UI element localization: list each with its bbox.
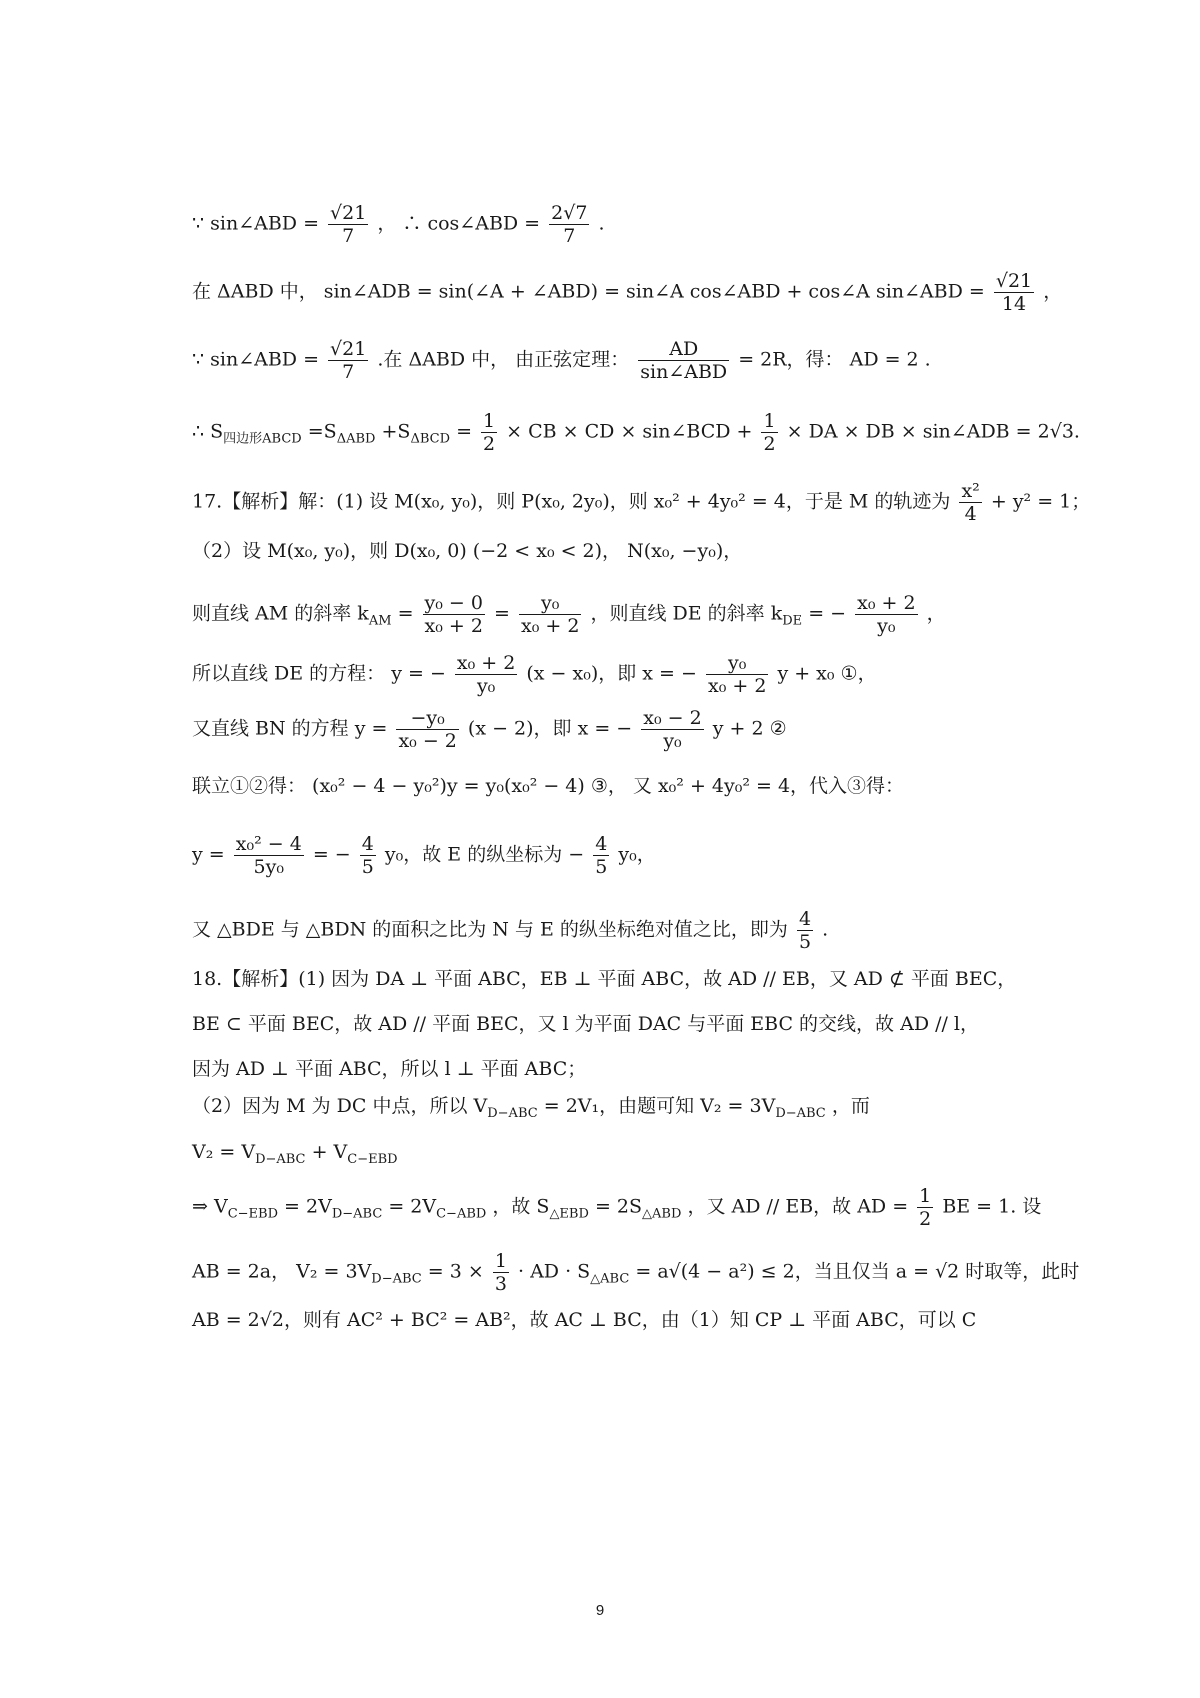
text: AB = 2√2，则有 AC² + BC² = AB²，故 AC ⊥ BC，由（1）知 CP ⊥ 平面 ABC，可以 C [192, 1309, 977, 1331]
text: V₂ = V [192, 1141, 256, 1163]
solution-line-11 [192, 833, 1052, 878]
denominator: x₀ + 2 [707, 675, 767, 697]
text: (x − x₀)，即 x = − [526, 662, 697, 685]
text: × DA × DB × sin∠ADB = 2√3. [786, 420, 1080, 443]
fraction [455, 652, 517, 697]
text: ⇒ V [192, 1195, 228, 1218]
text: = 2V [388, 1195, 437, 1218]
denominator: 2 [483, 433, 496, 455]
solution-line-6 [192, 537, 1052, 565]
numerator: 4 [361, 833, 374, 855]
text: （2）因为 M 为 DC 中点，所以 V [192, 1095, 488, 1117]
subscript: C−EBD [227, 1206, 278, 1222]
subscript: △ABD [642, 1206, 682, 1222]
solution-line-4 [192, 410, 1080, 455]
numerator: y₀ [706, 652, 768, 675]
solution-line-5 [192, 480, 1091, 525]
text: 因为 AD ⊥ 平面 ABC，所以 l ⊥ 平面 ABC； [192, 1058, 587, 1080]
numerator: 1 [494, 1250, 507, 1272]
fraction [855, 592, 917, 637]
numerator: 4 [798, 908, 812, 930]
text: y + 2 ② [712, 717, 787, 740]
text: 又直线 BN 的方程 y = [192, 717, 388, 740]
denominator: 7 [342, 361, 355, 383]
text: = 2V₁，由题可知 V₂ = 3V [543, 1095, 776, 1117]
numerator: 2√7 [551, 202, 588, 224]
text: AB = 2a， V₂ = 3V [192, 1260, 372, 1283]
text: (x − 2)，即 x = − [467, 717, 633, 740]
fraction [481, 410, 497, 455]
denominator: y₀ [877, 615, 896, 637]
numerator: x₀ + 2 [857, 592, 916, 614]
text: = a√(4 − a²) ≤ 2，当且仅当 a = √2 时取等，此时 [635, 1260, 1080, 1283]
subscript: C−ABD [436, 1206, 487, 1222]
fraction [917, 1185, 933, 1230]
denominator: 7 [342, 225, 355, 247]
solution-line-7 [192, 592, 1052, 637]
text: .在 ΔABD 中， 由正弦定理： [377, 348, 630, 371]
text: = [494, 602, 510, 625]
numerator: √21 [330, 338, 367, 360]
text: 17.【解析】解：(1) 设 M(x₀, y₀)，则 P(x₀, 2y₀)，则 x₀² + 4y₀² = 4，于是 M 的轨迹为 [192, 490, 951, 513]
subscript: D−ABC [775, 1105, 826, 1121]
solution-line-8 [192, 652, 1052, 697]
text: = [397, 602, 414, 625]
text: ，而 [831, 1095, 870, 1117]
solution-line-16 [192, 1092, 1052, 1128]
denominator: 14 [1001, 293, 1027, 315]
text: y = [192, 843, 225, 866]
denominator: 3 [494, 1273, 507, 1295]
denominator: 5y₀ [253, 856, 284, 878]
text: = 2V [284, 1195, 332, 1218]
solution-line-3 [192, 338, 1052, 383]
denominator: y₀ [476, 675, 496, 697]
text: ， ∴ cos∠ABD = [377, 212, 541, 235]
subscript: D−ABC [331, 1206, 383, 1222]
subscript: 四边形ABCD [223, 431, 302, 447]
text: ，则直线 DE 的斜率 k [590, 602, 783, 625]
subscript: △EBD [549, 1206, 589, 1222]
text: · AD · S [518, 1260, 591, 1283]
text: . [598, 212, 605, 235]
fraction [360, 833, 376, 878]
solution-line-2 [192, 270, 1063, 315]
text: + V [311, 1141, 348, 1163]
fraction [638, 338, 729, 383]
numerator: x₀ + 2 [456, 652, 516, 674]
numerator: √21 [330, 202, 367, 224]
text: 18.【解析】(1) 因为 DA ⊥ 平面 ABC，EB ⊥ 平面 ABC，故 AD // EB，又 AD ⊄ 平面 BEC， [192, 968, 1017, 990]
text: ， [1043, 280, 1063, 303]
solution-line-14 [192, 1010, 1052, 1038]
numerator: x² [961, 480, 980, 502]
numerator: x₀ − 2 [643, 707, 702, 729]
text: ∵ sin∠ABD = [192, 348, 319, 371]
solution-line-9 [192, 707, 1052, 752]
denominator: x₀ + 2 [521, 615, 580, 637]
text: ， [926, 602, 946, 625]
numerator: 1 [763, 410, 776, 432]
fraction [706, 652, 768, 697]
numerator: AD [638, 338, 729, 361]
text: ，又 AD // EB，故 AD = [687, 1195, 909, 1218]
denominator: 2 [919, 1208, 932, 1230]
subscript: D−ABC [255, 1151, 306, 1167]
solution-line-18 [192, 1185, 1052, 1230]
numerator: 1 [919, 1185, 932, 1207]
denominator: x₀ + 2 [424, 615, 483, 637]
fraction [797, 908, 813, 953]
subscript: ΔBCD [410, 431, 451, 447]
fraction [761, 410, 777, 455]
fraction [396, 707, 458, 752]
text: 则直线 AM 的斜率 k [192, 602, 369, 625]
fraction [519, 592, 581, 637]
denominator: 5 [361, 856, 374, 878]
text: × CB × CD × sin∠BCD + [506, 420, 753, 443]
text: = [456, 420, 472, 443]
denominator: 5 [798, 931, 812, 953]
text: = − [312, 843, 351, 866]
text: y + x₀ ①， [777, 662, 877, 685]
numerator: √21 [995, 270, 1033, 292]
text: y₀， [618, 843, 656, 866]
subscript: DE [782, 613, 803, 629]
denominator: sin∠ABD [640, 361, 728, 383]
subscript: C−EBD [347, 1151, 398, 1167]
subscript: ΔABD [336, 431, 376, 447]
denominator: 7 [563, 225, 576, 247]
subscript: AM [368, 613, 392, 629]
denominator: y₀ [663, 730, 682, 752]
text: 联立①②得： (x₀² − 4 − y₀²)y = y₀(x₀² − 4) ③， 又 x₀² + 4y₀² = 4，代入③得： [192, 775, 905, 797]
fraction [493, 1250, 509, 1295]
fraction [549, 202, 589, 247]
solution-line-20 [192, 1306, 1052, 1334]
solution-line-17 [192, 1138, 1052, 1174]
text: 又 △BDE 与 △BDN 的面积之比为 N 与 E 的纵坐标绝对值之比，即为 [192, 918, 788, 941]
numerator: 4 [595, 833, 608, 855]
numerator: −y₀ [396, 707, 458, 730]
text: =S [307, 420, 337, 443]
text: = 2R，得： AD = 2 . [738, 348, 931, 371]
text: BE ⊂ 平面 BEC，故 AD // 平面 BEC，又 l 为平面 DAC 与平面 EBC 的交线，故 AD // l， [192, 1013, 980, 1035]
text: （2）设 M(x₀, y₀)，则 D(x₀, 0) (−2 < x₀ < 2)， N(x₀, −y₀)， [192, 540, 743, 562]
subscript: D−ABC [487, 1105, 538, 1121]
fraction [959, 480, 981, 525]
numerator: y₀ − 0 [424, 592, 483, 614]
fraction [328, 202, 368, 247]
solution-line-12 [192, 908, 1052, 953]
solution-line-19 [192, 1250, 1080, 1295]
solution-line-10 [192, 772, 1052, 800]
denominator: 5 [595, 856, 608, 878]
fraction [593, 833, 609, 878]
text: BE = 1. 设 [942, 1195, 1042, 1218]
fraction [641, 707, 703, 752]
text: + y² = 1； [990, 490, 1091, 513]
denominator: x₀ − 2 [398, 730, 457, 752]
text: . [822, 918, 829, 941]
subscript: △ABC [590, 1271, 630, 1287]
numerator: 1 [483, 410, 496, 432]
fraction [328, 338, 368, 383]
subscript: D−ABC [371, 1271, 422, 1287]
solution-line-13 [192, 965, 1052, 993]
text: = − [808, 602, 847, 625]
numerator: y₀ [519, 592, 581, 615]
text: ，故 S [492, 1195, 550, 1218]
fraction [423, 592, 485, 637]
text: 所以直线 DE 的方程： y = − [192, 662, 446, 685]
denominator: 4 [964, 503, 977, 525]
text: = 3 × [427, 1260, 484, 1283]
solution-line-15 [192, 1055, 1052, 1083]
numerator: x₀² − 4 [235, 833, 302, 855]
text: y₀，故 E 的纵坐标为 − [384, 843, 585, 866]
text: ∵ sin∠ABD = [192, 212, 319, 235]
text: +S [381, 420, 411, 443]
fraction [994, 270, 1034, 315]
fraction [234, 833, 304, 878]
solution-line-1 [192, 202, 1052, 247]
text: ∴ S [192, 420, 224, 443]
denominator: 2 [763, 433, 776, 455]
text: = 2S [594, 1195, 643, 1218]
text: 在 ΔABD 中， sin∠ADB = sin(∠A + ∠ABD) = sin∠A cos∠ABD + cos∠A sin∠ABD = [192, 280, 985, 303]
page-number: 9 [595, 1602, 605, 1619]
